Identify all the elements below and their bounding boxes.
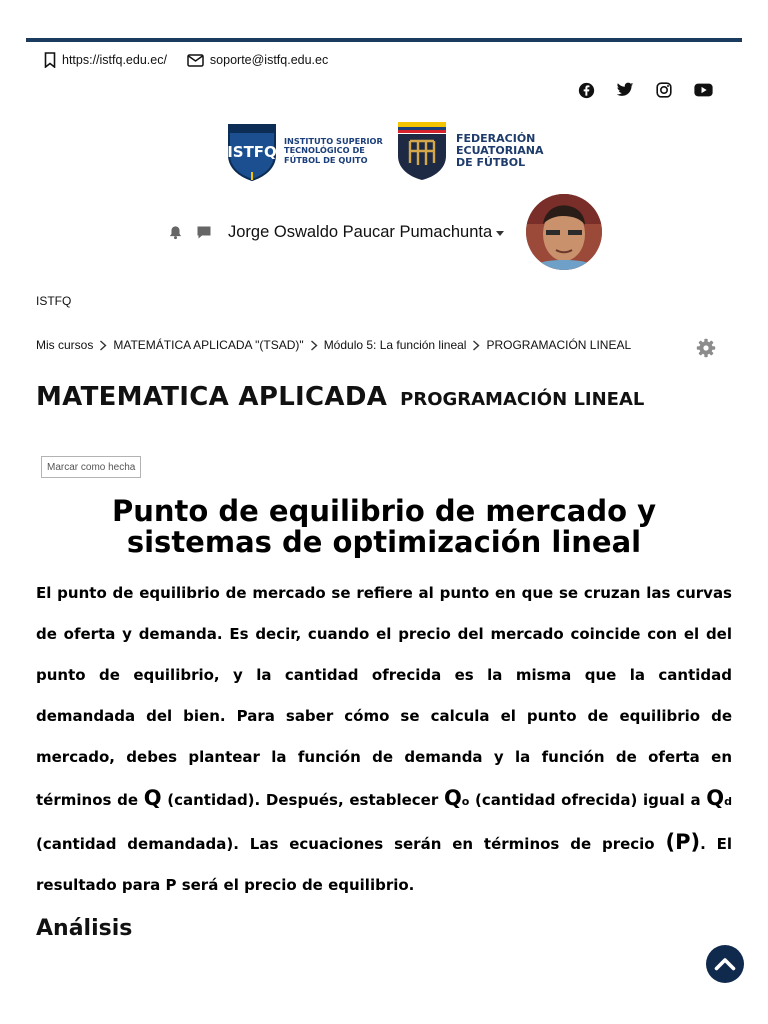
fef-line: DE FÚTBOL — [456, 156, 526, 170]
text-segment: (cantidad demandada). Las ecuaciones serán en términos de precio — [36, 835, 666, 853]
chevron-up-icon — [714, 957, 736, 971]
istfq-line: INSTITUTO SUPERIOR — [284, 136, 383, 147]
course-title: MATEMATICA APLICADA — [36, 382, 388, 412]
site-name[interactable]: ISTFQ — [36, 294, 72, 308]
p-symbol: (P) — [665, 830, 701, 854]
email-text: soporte@istfq.edu.ec — [209, 53, 329, 67]
breadcrumb-item[interactable]: Mis cursos — [36, 338, 94, 352]
svg-text:ISTFQ: ISTFQ — [227, 143, 277, 161]
q-symbol: Q — [143, 786, 162, 810]
fef-line: FEDERACIÓN — [456, 131, 536, 145]
section-heading: Análisis — [36, 916, 133, 941]
breadcrumb-item[interactable]: MATEMÁTICA APLICADA "(TSAD)" — [113, 338, 304, 352]
qo-symbol: Q — [443, 786, 462, 810]
contact-bar — [44, 49, 348, 71]
avatar[interactable] — [526, 194, 602, 270]
text-segment: (cantidad ofrecida) igual a — [469, 791, 707, 809]
qo-subscript: o — [461, 795, 470, 808]
twitter-icon[interactable] — [615, 80, 635, 100]
website-text: https://istfq.edu.ec/ — [62, 53, 167, 67]
notifications-bell-icon[interactable] — [166, 223, 184, 241]
back-to-top-button[interactable] — [706, 945, 744, 983]
istfq-line: TECNOLÓGICO DE — [284, 145, 365, 156]
messages-chat-icon[interactable] — [195, 223, 213, 241]
chevron-right-icon — [310, 340, 318, 351]
fef-shield-icon — [396, 121, 448, 181]
istfq-logo[interactable] — [226, 121, 383, 181]
fef-logo[interactable] — [396, 121, 544, 181]
chevron-right-icon — [472, 340, 480, 351]
instagram-icon[interactable] — [654, 80, 674, 100]
content-paragraph — [36, 573, 732, 906]
website-link[interactable] — [44, 52, 167, 68]
top-accent-bar — [26, 38, 742, 42]
chevron-down-icon[interactable] — [496, 231, 504, 236]
gear-icon[interactable] — [696, 338, 716, 358]
breadcrumb-item[interactable]: Módulo 5: La función lineal — [323, 338, 467, 352]
text-segment: . El resultado para P será el precio de equilibrio. — [36, 835, 733, 894]
email-link[interactable] — [187, 53, 328, 67]
youtube-icon[interactable] — [693, 80, 713, 100]
bookmark-icon — [44, 52, 56, 68]
social-links — [576, 80, 713, 100]
fef-line: ECUATORIANA — [456, 143, 544, 157]
facebook-icon[interactable] — [576, 80, 596, 100]
text-segment: El punto de equilibrio de mercado se refiere al punto en que se cruzan las curvas de oferta y demanda. Es decir, cuando el precio del mercado coincide con el del punto de equilibrio, y la cantidad ofrecida es la misma que la cantidad demandada del bien. Para saber cómo se calcula el punto de equilibrio de mercado, debes plantear la función de demanda y la función de oferta en términos de — [36, 584, 732, 809]
activity-title: PROGRAMACIÓN LINEAL — [400, 389, 645, 410]
breadcrumb — [36, 338, 631, 352]
user-bar — [166, 194, 602, 270]
user-menu-name[interactable]: Jorge Oswaldo Paucar Pumachunta — [228, 222, 493, 241]
content-title: Punto de equilibrio de mercado y sistemas de optimización lineal — [111, 494, 657, 559]
page-heading — [36, 382, 644, 412]
envelope-icon — [187, 54, 204, 67]
mark-as-done-button[interactable]: Marcar como hecha — [41, 456, 141, 478]
qd-subscript: d — [724, 795, 733, 808]
istfq-line: FÚTBOL DE QUITO — [284, 154, 368, 165]
text-segment: (cantidad). Después, establecer — [161, 791, 444, 809]
qd-symbol: Q — [706, 786, 725, 810]
chevron-right-icon — [99, 340, 107, 351]
istfq-shield-icon — [226, 121, 278, 181]
breadcrumb-item[interactable]: PROGRAMACIÓN LINEAL — [486, 338, 632, 352]
